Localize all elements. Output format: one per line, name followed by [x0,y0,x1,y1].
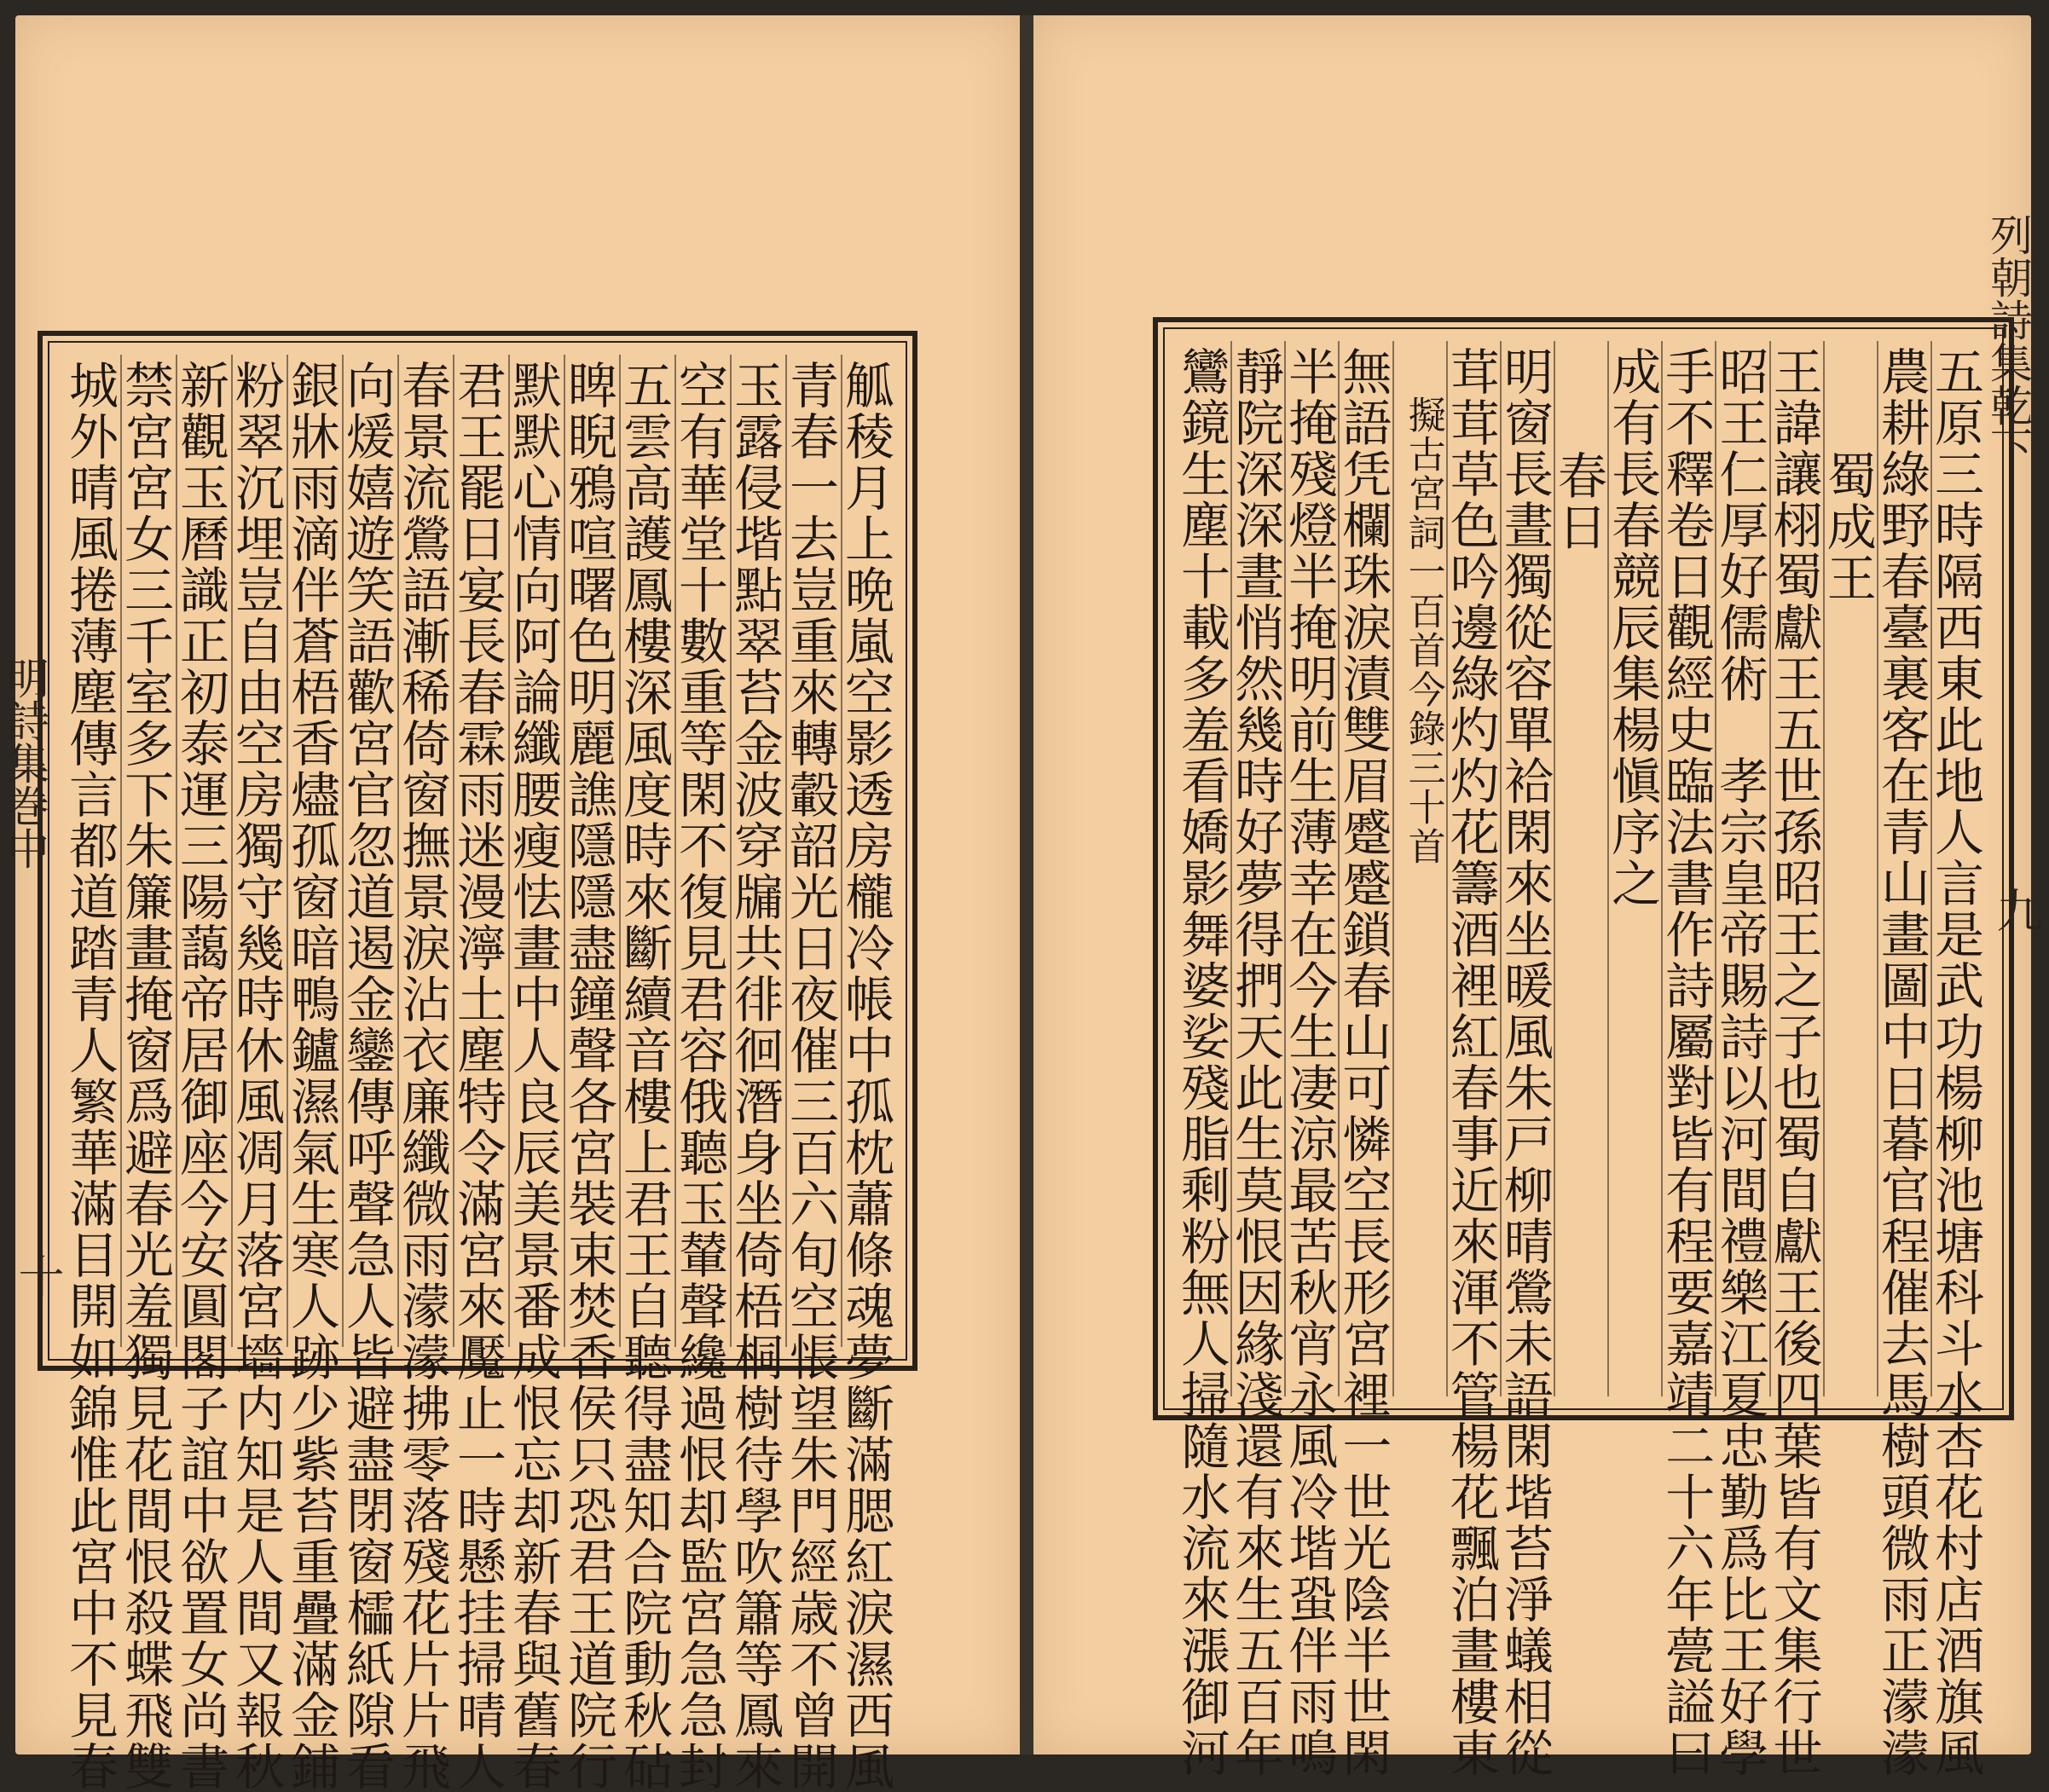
text-column: 五雲高護鳳樓深風度時來斷續音樓上君王自聽得盡知合院動秋砧 [619,355,669,1347]
text-column: 春景流鶯語漸稀倚窗撫景淚沾衣廉纖微雨濛濛拂零落殘花片片飛 [397,355,447,1347]
text-column: 手不釋卷日觀經史臨法書作詩屬對皆有程要嘉靖二十六年甍謚曰 [1661,341,1710,1396]
text-column: 王諱讓栩蜀獻王五世孫昭王之子也蜀自獻王後四葉皆有文集行世 [1769,341,1819,1396]
text-column: 半掩殘燈半掩明前生薄幸在今生凄涼最苦秋宵永風冷堦蛩伴雨鳴 [1284,341,1334,1396]
text-column: 明窗長晝獨從容單袷閑來坐暖風朱戸柳晴鶯未語閑堦苔淨蟻相從 [1500,341,1549,1396]
text-column: 鸞鏡生塵十載多羞看嬌影舞婆娑殘脂剩粉無人掃隨水流來漲御河 [1172,346,1230,1778]
text-column: 睥睨鴉喧曙色明麗譙隱隱盡鐘聲各宮裝束焚香侯只恐君王道院行 [564,355,613,1347]
text-column: 成有長春競辰集楊愼序之 [1607,341,1657,1396]
right-page-leaf-number: 九 [1989,887,2043,933]
text-column: 靜院深深晝悄然幾時好夢得捫天此生莫恨因緣淺還有來生五百年 [1230,341,1280,1396]
left-page-leaf-number: 十 [11,1253,65,1299]
text-column: 茸茸草色吟邊綠灼灼花籌酒裡紅春事近來渾不管楊花飄泊畫樓東 [1446,341,1496,1396]
text-column: 向煖嬉遊笑語歡宮官忽道遏金鑾傳呼聲急人皆避盡閉窗櫺紙隙看 [342,355,391,1347]
left-text-frame [38,331,917,1792]
left-page-margin-title: 明詩集巻中 [0,656,49,870]
text-column: 默默心情向阿論纖腰瘦怯畫中人良辰美景番成恨忘却新春與舊春 [508,355,558,1347]
text-column: 觚稜月上晩嵐空影透房櫳冷帳中孤枕蕭條魂夢斷滿腮紅淚濕西風 [841,355,890,1347]
right-text-frame [1153,317,2014,1778]
text-column: 昭王仁厚好儒術 孝宗皇帝賜詩以河間禮樂江夏忠勤爲比王好學 [1715,341,1764,1396]
text-column: 擬古宮詞一百首今錄三十首 [1392,341,1442,1396]
text-column: 青春一去豈重來轉轂韶光日夜催三百六旬空悵望朱門經歳不曾開 [785,355,835,1347]
text-column: 農耕綠野春臺裏客在青山畫圖中日暮官程催去馬樹頭微雨正濛濛 [1877,341,1926,1396]
right-page-margin-title: 列朝詩集乾下 [1983,213,2033,469]
text-column: 五原三時隔西東此地人言是武功楊柳池塘科斗水杏花村店酒旗風 [1930,341,1980,1396]
text-column: 城外晴風捲薄塵傳言都道踏青人繁華滿目開如錦惟此宮中不見春 [61,360,119,1792]
text-column: 禁宮宮女三千室多下朱簾畫掩窗爲避春光羞獨見花間恨殺蝶飛雙 [120,355,170,1347]
text-column: 君王罷日宴長春霖雨迷漫濘土塵特令滿宮來魘止一時懸挂掃晴人 [453,355,502,1347]
text-column: 玉露侵堦點翠苔金波穿牖共徘徊潛身坐倚梧桐樹待學吹簫等鳳來 [730,355,779,1347]
text-column: 空有華堂十數重等閑不復見君容俄聽玉輦聲纔過恨却監宮急急封 [674,355,724,1347]
right-text-columns [1172,341,1984,1778]
book-gutter [1020,15,1033,1754]
text-column: 蜀成王 [1823,341,1872,1396]
text-column: 新觀玉曆識正初泰運三陽藹帝居御座今安圓閣子誼中欲置女尚書 [176,355,225,1347]
text-column: 春日 [1554,341,1603,1396]
text-column: 無語凭欄珠淚漬雙眉蹙蹙鎖春山可憐空長形宮裡一世光陰半世閑 [1338,341,1387,1396]
text-column: 銀牀雨滴伴蒼梧香燼孤窗暗鴨鑪濕氣生寒人跡少紫苔重疊滿金鋪 [287,355,336,1347]
text-column: 粉翠沉埋豈自由空房獨守幾時休風凋月落宮墻内知是人間又報秋 [231,355,281,1347]
left-text-columns [61,355,894,1792]
